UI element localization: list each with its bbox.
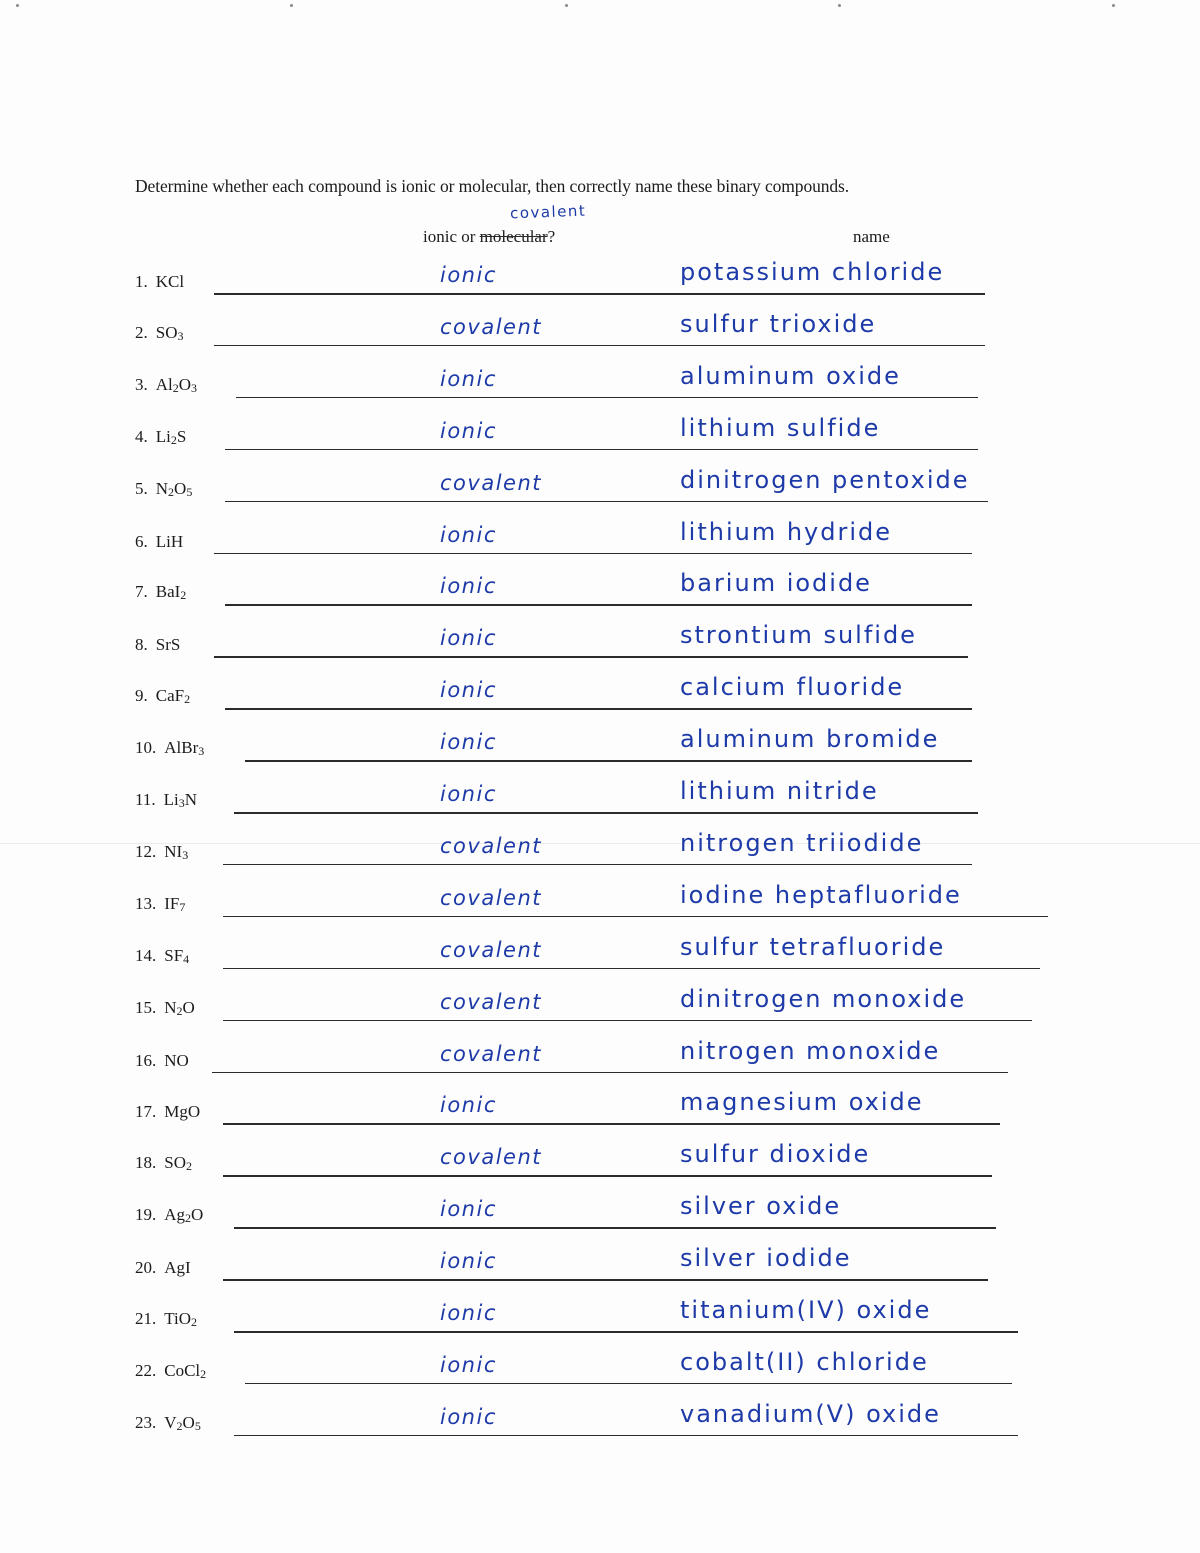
ionic-covalent-answer: covalent: [440, 1041, 542, 1066]
question-number: 23.: [135, 1412, 157, 1432]
ionic-covalent-answer: covalent: [440, 937, 542, 962]
compound-name-answer: nitrogen monoxide: [680, 1036, 941, 1065]
compound-formula: $SF_4$: [164, 945, 190, 966]
compound-label: [135, 272, 184, 292]
compound-formula: $NI_3$: [164, 841, 189, 862]
scan-speck: [16, 4, 19, 7]
compound-row: [0, 504, 1200, 556]
compound-row: [0, 1334, 1200, 1386]
compound-row: [0, 1126, 1200, 1178]
question-number: 6.: [135, 531, 148, 551]
ionic-covalent-answer: ionic: [440, 1197, 497, 1222]
answer-line: [225, 604, 972, 606]
question-number: 3.: [135, 374, 148, 394]
compound-row: [0, 1386, 1200, 1438]
compound-row: [0, 607, 1200, 659]
answer-line: [234, 812, 978, 814]
answer-line: [234, 1435, 1018, 1437]
answer-line: [245, 760, 972, 762]
ionic-covalent-answer: ionic: [440, 782, 497, 806]
scan-speck: [290, 4, 293, 7]
compound-name-answer: aluminum oxide: [680, 361, 901, 390]
compound-row: [0, 296, 1200, 348]
ionic-covalent-answer: ionic: [440, 626, 497, 651]
compound-label: [135, 842, 188, 863]
compound-formula: AlBr$_3$: [164, 738, 205, 759]
question-number: 5.: [135, 478, 148, 498]
answer-line: [223, 968, 1040, 970]
compound-row: [0, 1023, 1200, 1075]
ionic-covalent-answer: ionic: [440, 574, 497, 599]
question-number: 16.: [135, 1050, 157, 1070]
compound-row: [0, 711, 1200, 763]
compound-formula: CoCl$_2$: [164, 1360, 207, 1381]
compound-row: [0, 400, 1200, 452]
ionic-covalent-answer: ionic: [440, 1352, 497, 1377]
ionic-covalent-answer: ionic: [440, 678, 497, 703]
compound-formula: CaF$_2$: [155, 686, 191, 707]
column-header-name: name: [853, 227, 890, 246]
answer-line: [223, 916, 1048, 918]
struck-word: molecular: [479, 227, 548, 246]
ionic-covalent-answer: covalent: [440, 1145, 542, 1170]
answer-line: [223, 1123, 1000, 1125]
compound-row: [0, 1178, 1200, 1230]
compound-row: [0, 919, 1200, 971]
compound-row: [0, 555, 1200, 607]
compound-formula: NO: [164, 1050, 189, 1070]
compound-name-answer: cobalt(II) chloride: [680, 1347, 929, 1376]
compound-formula: $Ag_2O$: [164, 1205, 204, 1226]
compound-row: [0, 971, 1200, 1023]
compound-row: [0, 763, 1200, 815]
question-number: 13.: [135, 893, 157, 913]
answer-line: [212, 1072, 1008, 1074]
compound-label: [135, 790, 197, 811]
ionic-covalent-answer: ionic: [440, 418, 497, 443]
compound-formula: $Al_2O_3$: [155, 374, 198, 395]
answer-line: [236, 397, 978, 399]
answer-line: [223, 1175, 992, 1177]
compound-row: [0, 452, 1200, 504]
answer-line: [223, 1020, 1032, 1022]
compound-name-answer: magnesium oxide: [680, 1088, 924, 1117]
question-number: 21.: [135, 1309, 157, 1328]
compound-formula: AgI: [164, 1258, 191, 1278]
compound-label: [135, 1309, 197, 1330]
ionic-covalent-answer: ionic: [440, 366, 497, 391]
compound-row: [0, 1074, 1200, 1126]
ionic-covalent-answer: ionic: [440, 522, 497, 547]
compound-label: [135, 323, 183, 344]
compound-formula: $N_2O$: [164, 997, 195, 1018]
compound-name-answer: aluminum bromide: [680, 725, 940, 754]
answer-line: [214, 553, 972, 555]
compound-row: [0, 348, 1200, 400]
ionic-covalent-answer: ionic: [440, 1301, 497, 1325]
compound-label: [135, 686, 190, 707]
question-number: 4.: [135, 426, 148, 446]
compound-label: [135, 946, 189, 967]
instructions: Determine whether each compound is ionic or molecular, then correctly name these binary compounds.: [135, 176, 850, 196]
compound-name-answer: dinitrogen monoxide: [680, 984, 967, 1013]
compound-formula: LiH: [155, 531, 184, 551]
compound-name-answer: sulfur dioxide: [680, 1140, 871, 1169]
column-header-type-suffix: ?: [547, 227, 556, 246]
answer-line: [223, 1279, 988, 1281]
question-number: 9.: [135, 686, 148, 706]
compound-name-answer: sulfur tetrafluoride: [680, 932, 946, 961]
question-number: 14.: [135, 945, 157, 965]
compound-name-answer: lithium sulfide: [680, 413, 881, 442]
ionic-covalent-answer: covalent: [440, 314, 542, 339]
question-number: 22.: [135, 1360, 157, 1380]
compound-row: [0, 1282, 1200, 1334]
answer-line: [225, 501, 988, 503]
question-number: 15.: [135, 997, 157, 1017]
question-number: 8.: [135, 635, 148, 655]
handwritten-correction: covalent: [509, 201, 587, 223]
compound-name-answer: strontium sulfide: [680, 621, 917, 650]
compound-label: [135, 894, 185, 915]
scan-speck: [838, 4, 841, 7]
compound-name-answer: lithium nitride: [680, 777, 879, 805]
question-number: 20.: [135, 1258, 157, 1278]
compound-row: [0, 867, 1200, 919]
compound-label: [135, 1413, 201, 1434]
compound-label: [135, 1361, 206, 1382]
scan-speck: [565, 4, 568, 7]
compound-row: [0, 244, 1200, 296]
compound-name-answer: calcium fluoride: [680, 673, 905, 702]
compound-label: [135, 1102, 200, 1122]
compound-formula: TiO$_2$: [164, 1309, 198, 1329]
answer-line: [234, 1331, 1018, 1333]
compound-formula: $SO_2$: [164, 1153, 192, 1174]
ionic-covalent-answer: covalent: [440, 833, 542, 858]
compound-name-answer: lithium hydride: [680, 517, 893, 546]
compound-name-answer: nitrogen triiodide: [680, 828, 924, 857]
answer-line: [225, 449, 978, 451]
compound-formula: $Li_3N$: [163, 790, 198, 810]
compound-name-answer: sulfur trioxide: [680, 309, 877, 338]
compound-label: [135, 532, 183, 552]
compound-formula: MgO: [164, 1102, 201, 1122]
ionic-covalent-answer: covalent: [440, 989, 542, 1014]
ionic-covalent-answer: ionic: [440, 263, 497, 287]
compound-name-answer: vanadium(V) oxide: [680, 1399, 941, 1428]
compound-row: [0, 1230, 1200, 1282]
question-number: 2.: [135, 322, 148, 342]
scan-speck: [1112, 4, 1115, 7]
answer-line: [223, 864, 972, 866]
question-number: 12.: [135, 841, 157, 861]
compound-formula: KCl: [155, 272, 185, 291]
answer-line: [245, 1383, 1012, 1385]
ionic-covalent-answer: ionic: [440, 1404, 497, 1429]
compound-name-answer: titanium(IV) oxide: [680, 1296, 932, 1324]
compound-formula: SrS: [155, 635, 181, 655]
answer-line: [225, 708, 972, 710]
question-number: 10.: [135, 738, 157, 758]
compound-label: [135, 582, 186, 603]
ionic-covalent-answer: covalent: [440, 885, 542, 910]
compound-label: [135, 427, 186, 448]
compound-row: [0, 815, 1200, 867]
compound-name-answer: barium iodide: [680, 569, 872, 598]
compound-row: [0, 659, 1200, 711]
compound-formula: $Li_2S$: [155, 426, 187, 447]
question-number: 1.: [135, 272, 148, 291]
answer-line: [214, 293, 985, 295]
compound-formula: $SO_3$: [155, 322, 184, 343]
compound-name-answer: silver iodide: [680, 1244, 852, 1273]
question-number: 17.: [135, 1102, 157, 1122]
ionic-covalent-answer: ionic: [440, 1249, 497, 1274]
ionic-covalent-answer: ionic: [440, 730, 497, 755]
answer-line: [214, 656, 968, 658]
compound-name-answer: iodine heptafluoride: [680, 880, 962, 909]
compound-label: [135, 375, 197, 396]
compound-name-answer: silver oxide: [680, 1192, 842, 1221]
compound-formula: $V_2O_5$: [164, 1412, 201, 1433]
compound-label: [135, 738, 204, 759]
ionic-covalent-answer: ionic: [440, 1093, 497, 1118]
compound-formula: $IF_7$: [164, 893, 186, 914]
question-number: 18.: [135, 1153, 157, 1173]
compound-label: [135, 1051, 189, 1071]
answer-line: [234, 1227, 996, 1229]
compound-name-answer: dinitrogen pentoxide: [680, 465, 970, 494]
compound-label: [135, 635, 180, 655]
question-number: 19.: [135, 1205, 157, 1225]
compound-label: [135, 1258, 191, 1278]
compound-label: [135, 1205, 203, 1226]
compound-label: [135, 1153, 192, 1174]
compound-label: [135, 479, 192, 500]
question-number: 7.: [135, 582, 148, 602]
question-number: 11.: [135, 790, 156, 809]
ionic-covalent-answer: covalent: [440, 470, 542, 495]
compound-formula: $N_2O_5$: [155, 478, 193, 499]
compound-formula: BaI$_2$: [155, 582, 187, 603]
compound-label: [135, 998, 195, 1019]
answer-line: [214, 345, 985, 347]
column-header-type-prefix: ionic or: [423, 227, 480, 246]
compound-name-answer: potassium chloride: [680, 258, 945, 286]
